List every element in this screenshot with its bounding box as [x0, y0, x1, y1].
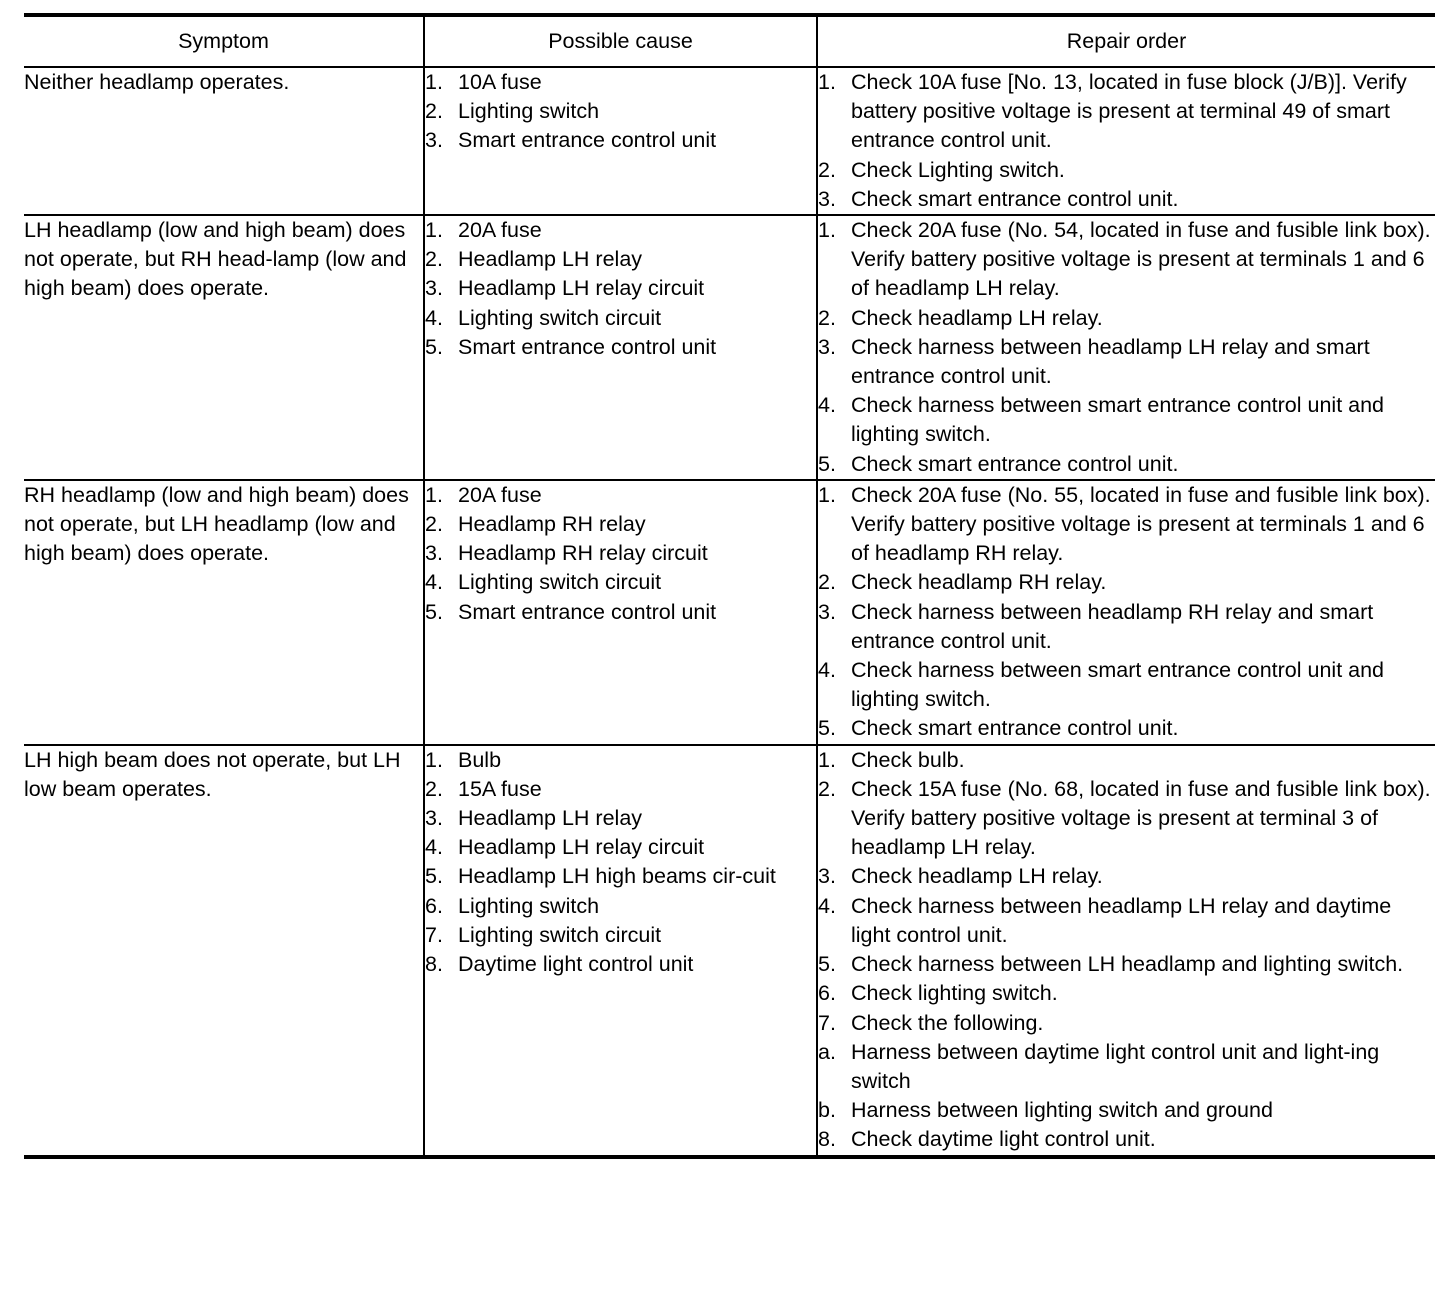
item-marker: 3.	[425, 128, 443, 153]
item-marker: 2.	[425, 99, 443, 124]
item-text: Check headlamp LH relay.	[851, 305, 1103, 330]
item-text: Headlamp LH relay circuit	[458, 276, 705, 301]
item-text: Lighting switch circuit	[458, 922, 662, 947]
item-text: 15A fuse	[458, 776, 542, 801]
possible-cause-item	[425, 333, 816, 362]
header-symptom: Symptom	[24, 15, 424, 67]
possible-cause-item	[425, 510, 816, 539]
item-text: Check harness between headlamp LH relay and daytime light control unit.	[851, 893, 1392, 947]
repair-order-cell	[817, 67, 1435, 215]
item-marker: 5.	[425, 334, 443, 359]
item-text: Headlamp LH relay	[458, 247, 643, 272]
item-marker: a.	[818, 1039, 836, 1064]
item-marker: 1.	[818, 218, 836, 243]
possible-cause-item	[425, 598, 816, 627]
symptom-cell: Neither headlamp operates.	[24, 67, 424, 215]
item-text: Check 20A fuse (No. 54, located in fuse and fusible link box). Verify battery positive voltage is present at terminals 1 and 6 of headlamp LH relay.	[851, 218, 1431, 301]
item-text: Check smart entrance control unit.	[851, 186, 1179, 211]
item-text: Smart entrance control unit	[458, 599, 717, 624]
table-row	[24, 67, 1435, 215]
item-marker: 2.	[818, 305, 836, 330]
repair-order-item	[818, 775, 1435, 863]
item-marker: 5.	[818, 451, 836, 476]
item-marker: 5.	[818, 716, 836, 741]
item-marker: 2.	[818, 157, 836, 182]
header-repair-order: Repair order	[817, 15, 1435, 67]
possible-cause-item	[425, 950, 816, 979]
item-marker: 8.	[818, 1127, 836, 1152]
item-text: Lighting switch	[458, 99, 600, 124]
item-text: Check bulb.	[851, 747, 965, 772]
item-marker: 5.	[818, 952, 836, 977]
possible-cause-list	[425, 68, 816, 156]
item-marker: 2.	[818, 570, 836, 595]
item-text: 20A fuse	[458, 218, 542, 243]
possible-cause-item	[425, 804, 816, 833]
possible-cause-item	[425, 304, 816, 333]
item-marker: 3.	[818, 334, 836, 359]
item-text: Check harness between smart entrance control unit and lighting switch.	[851, 393, 1385, 447]
repair-order-item	[818, 568, 1435, 597]
item-marker: 1.	[425, 70, 443, 94]
item-marker: b.	[818, 1098, 836, 1123]
item-text: Check 20A fuse (No. 55, located in fuse and fusible link box). Verify battery positive voltage is present at terminals 1 and 6 of headlamp RH relay.	[851, 482, 1431, 566]
repair-order-item	[818, 746, 1435, 775]
symptom-cell: LH high beam does not operate, but LH low beam operates.	[24, 745, 424, 1157]
item-text: Bulb	[458, 747, 502, 772]
possible-cause-item	[425, 68, 816, 97]
repair-order-item	[818, 1125, 1435, 1154]
item-marker: 6.	[425, 893, 443, 918]
table-row	[24, 745, 1435, 1157]
possible-cause-item	[425, 539, 816, 568]
table-body	[24, 67, 1435, 1157]
item-text: 10A fuse	[458, 70, 542, 94]
item-marker: 1.	[818, 482, 836, 507]
possible-cause-item	[425, 126, 816, 155]
possible-cause-item	[425, 862, 816, 891]
possible-cause-item	[425, 274, 816, 303]
possible-cause-list	[425, 746, 816, 980]
item-marker: 4.	[818, 393, 836, 418]
repair-order-item	[818, 216, 1435, 304]
possible-cause-item	[425, 746, 816, 775]
item-marker: 4.	[818, 893, 836, 918]
item-text: Lighting switch	[458, 893, 600, 918]
item-marker: 2.	[425, 776, 443, 801]
symptom-cell: RH headlamp (low and high beam) does not operate, but LH headlamp (low and high beam) does operate.	[24, 480, 424, 745]
item-text: Daytime light control unit	[458, 952, 694, 977]
repair-order-list	[818, 481, 1435, 744]
item-text: Check the following.	[851, 1010, 1044, 1035]
repair-order-list	[818, 746, 1435, 1155]
item-text: Headlamp LH high beams cir-cuit	[458, 864, 776, 889]
item-marker: 5.	[425, 864, 443, 889]
item-text: Check harness between headlamp RH relay and smart entrance control unit.	[851, 599, 1374, 653]
repair-order-cell	[817, 745, 1435, 1157]
repair-order-item	[818, 892, 1435, 950]
item-text: Check smart entrance control unit.	[851, 716, 1179, 741]
item-marker: 4.	[425, 305, 443, 330]
item-marker: 2.	[425, 512, 443, 537]
repair-order-item	[818, 156, 1435, 185]
repair-order-item	[818, 1038, 1435, 1096]
item-text: Smart entrance control unit	[458, 334, 717, 359]
possible-cause-item	[425, 216, 816, 245]
repair-order-item	[818, 450, 1435, 479]
item-marker: 4.	[425, 835, 443, 860]
item-text: Check headlamp LH relay.	[851, 864, 1103, 889]
possible-cause-cell	[424, 215, 817, 480]
possible-cause-item	[425, 921, 816, 950]
possible-cause-item	[425, 833, 816, 862]
item-marker: 1.	[425, 218, 443, 243]
repair-order-item	[818, 1009, 1435, 1038]
item-marker: 4.	[425, 570, 443, 595]
item-text: Check 10A fuse [No. 13, located in fuse block (J/B)]. Verify battery positive voltage is present at terminal 49 of smart entrance control unit.	[851, 70, 1407, 153]
repair-order-cell	[817, 215, 1435, 480]
item-text: Check harness between LH headlamp and lighting switch.	[851, 952, 1404, 977]
item-text: 20A fuse	[458, 482, 542, 507]
repair-order-list	[818, 68, 1435, 214]
item-marker: 2.	[818, 776, 836, 801]
possible-cause-list	[425, 481, 816, 627]
item-text: Headlamp RH relay circuit	[458, 541, 708, 566]
repair-order-item	[818, 68, 1435, 156]
item-text: Harness between lighting switch and ground	[851, 1098, 1273, 1123]
repair-order-item	[818, 1096, 1435, 1125]
repair-order-item	[818, 979, 1435, 1008]
item-marker: 6.	[818, 981, 836, 1006]
item-marker: 1.	[818, 747, 836, 772]
repair-order-item	[818, 333, 1435, 391]
item-text: Headlamp RH relay	[458, 512, 646, 537]
table-row	[24, 480, 1435, 745]
item-text: Check harness between headlamp LH relay and smart entrance control unit.	[851, 334, 1370, 389]
item-marker: 4.	[818, 658, 836, 683]
possible-cause-item	[425, 481, 816, 510]
item-marker: 3.	[818, 599, 836, 624]
header-row	[24, 15, 1435, 67]
diagnosis-table	[24, 13, 1435, 1159]
item-text: Lighting switch circuit	[458, 305, 662, 330]
item-marker: 7.	[818, 1010, 836, 1035]
item-marker: 3.	[425, 541, 443, 566]
item-marker: 1.	[425, 482, 443, 507]
item-text: Smart entrance control unit	[458, 128, 717, 153]
item-text: Headlamp LH relay circuit	[458, 835, 705, 860]
repair-order-cell	[817, 480, 1435, 745]
item-marker: 1.	[818, 70, 836, 94]
item-marker: 3.	[425, 806, 443, 831]
possible-cause-cell	[424, 480, 817, 745]
item-marker: 2.	[425, 247, 443, 272]
repair-order-item	[818, 862, 1435, 891]
item-text: Check 15A fuse (No. 68, located in fuse and fusible link box). Verify battery positive voltage is present at terminal 3 of headlamp LH relay.	[851, 776, 1431, 860]
item-text: Check daytime light control unit.	[851, 1127, 1156, 1152]
repair-order-item	[818, 656, 1435, 714]
item-marker: 1.	[425, 747, 443, 772]
repair-order-list	[818, 216, 1435, 479]
item-text: Headlamp LH relay	[458, 806, 643, 831]
header-possible-cause: Possible cause	[424, 15, 817, 67]
possible-cause-item	[425, 97, 816, 126]
possible-cause-item	[425, 568, 816, 597]
possible-cause-list	[425, 216, 816, 362]
item-text: Check headlamp RH relay.	[851, 570, 1107, 595]
item-text: Lighting switch circuit	[458, 570, 662, 595]
possible-cause-item	[425, 245, 816, 274]
item-marker: 3.	[818, 864, 836, 889]
item-marker: 5.	[425, 599, 443, 624]
repair-order-item	[818, 391, 1435, 449]
table-row	[24, 215, 1435, 480]
item-text: Check smart entrance control unit.	[851, 451, 1179, 476]
possible-cause-item	[425, 775, 816, 804]
item-text: Check harness between smart entrance control unit and lighting switch.	[851, 658, 1385, 712]
symptom-cell: LH headlamp (low and high beam) does not operate, but RH head-lamp (low and high beam) does operate.	[24, 215, 424, 480]
repair-order-item	[818, 714, 1435, 743]
repair-order-item	[818, 950, 1435, 979]
item-marker: 7.	[425, 922, 443, 947]
possible-cause-item	[425, 892, 816, 921]
item-marker: 3.	[425, 276, 443, 301]
item-text: Check lighting switch.	[851, 981, 1058, 1006]
repair-order-item	[818, 185, 1435, 214]
possible-cause-cell	[424, 745, 817, 1157]
repair-order-item	[818, 481, 1435, 569]
item-marker: 3.	[818, 186, 836, 211]
repair-order-item	[818, 304, 1435, 333]
item-marker: 8.	[425, 952, 443, 977]
item-text: Check Lighting switch.	[851, 157, 1065, 182]
possible-cause-cell	[424, 67, 817, 215]
item-text: Harness between daytime light control unit and light-ing switch	[851, 1039, 1380, 1093]
repair-order-item	[818, 598, 1435, 656]
